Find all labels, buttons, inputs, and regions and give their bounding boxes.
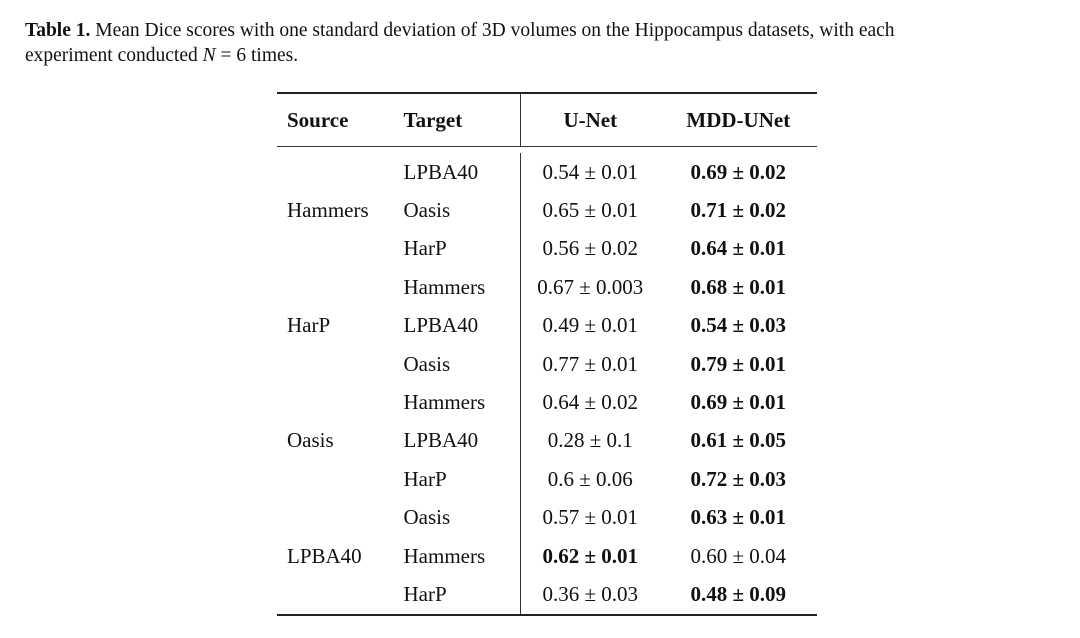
caption-text-line2-b: = 6 times. [215,45,299,66]
target-cell: Oasis [403,505,451,530]
source-cell: HarP [287,313,331,338]
unet-score-cell: 0.36 ± 0.03 [521,575,660,614]
target-cell: LPBA40 [403,313,479,338]
source-cell: LPBA40 [287,543,362,568]
mdd-score-cell: 0.63 ± 0.01 [690,505,787,530]
unet-score-cell: 0.64 ± 0.02 [521,383,660,421]
source-cell: Oasis [287,428,334,453]
unet-score-cell: 0.62 ± 0.01 [521,537,660,575]
mdd-score-cell: 0.69 ± 0.01 [690,390,787,415]
mdd-score-cell: 0.71 ± 0.02 [690,198,787,223]
unet-score-cell: 0.56 ± 0.02 [521,230,660,268]
results-table [277,92,817,616]
caption-variable: N [202,45,216,66]
table-caption [25,18,1075,68]
unet-score-cell: 0.28 ± 0.1 [521,422,660,460]
unet-score-cell: 0.67 ± 0.003 [521,268,660,306]
caption-label: Table 1. [25,20,91,41]
mdd-score-cell: 0.69 ± 0.02 [690,159,787,184]
header-unet: U-Net [521,93,660,147]
header-target: Target [404,93,521,147]
table-header-row [277,93,817,147]
unet-score-cell: 0.6 ± 0.06 [521,460,660,498]
table-row [277,153,817,191]
unet-score-cell: 0.65 ± 0.01 [521,191,660,229]
target-cell: Hammers [403,274,486,299]
unet-score-cell: 0.54 ± 0.01 [521,153,660,191]
unet-score-cell: 0.57 ± 0.01 [521,499,660,537]
mdd-score-cell: 0.61 ± 0.05 [690,428,787,453]
table-body [277,147,817,615]
target-cell: LPBA40 [403,159,479,184]
target-cell: LPBA40 [403,428,479,453]
target-cell: Oasis [403,198,451,223]
caption-text-line2-a: experiment conducted [25,45,203,66]
table-row [277,499,817,537]
mdd-score-cell: 0.68 ± 0.01 [690,274,787,299]
target-cell: HarP [403,466,447,491]
mdd-score-cell: 0.79 ± 0.01 [690,351,787,376]
table-row [277,383,817,421]
source-cell: Hammers [287,198,369,223]
header-source: Source [277,93,404,147]
header-mdd: MDD-UNet [660,93,817,147]
target-cell: HarP [403,581,447,606]
target-cell: Oasis [403,351,451,376]
table-row [277,268,817,306]
target-cell: HarP [403,236,447,261]
mdd-score-cell: 0.60 ± 0.04 [690,543,787,568]
unet-score-cell: 0.77 ± 0.01 [521,345,660,383]
mdd-score-cell: 0.64 ± 0.01 [690,236,787,261]
target-cell: Hammers [403,543,486,568]
target-cell: Hammers [403,390,486,415]
unet-score-cell: 0.49 ± 0.01 [521,307,660,345]
mdd-score-cell: 0.72 ± 0.03 [690,466,787,491]
mdd-score-cell: 0.54 ± 0.03 [690,313,787,338]
caption-text-line1: Mean Dice scores with one standard deviation of 3D volumes on the Hippocampus datasets, with each [90,20,895,41]
mdd-score-cell: 0.48 ± 0.09 [690,581,787,606]
